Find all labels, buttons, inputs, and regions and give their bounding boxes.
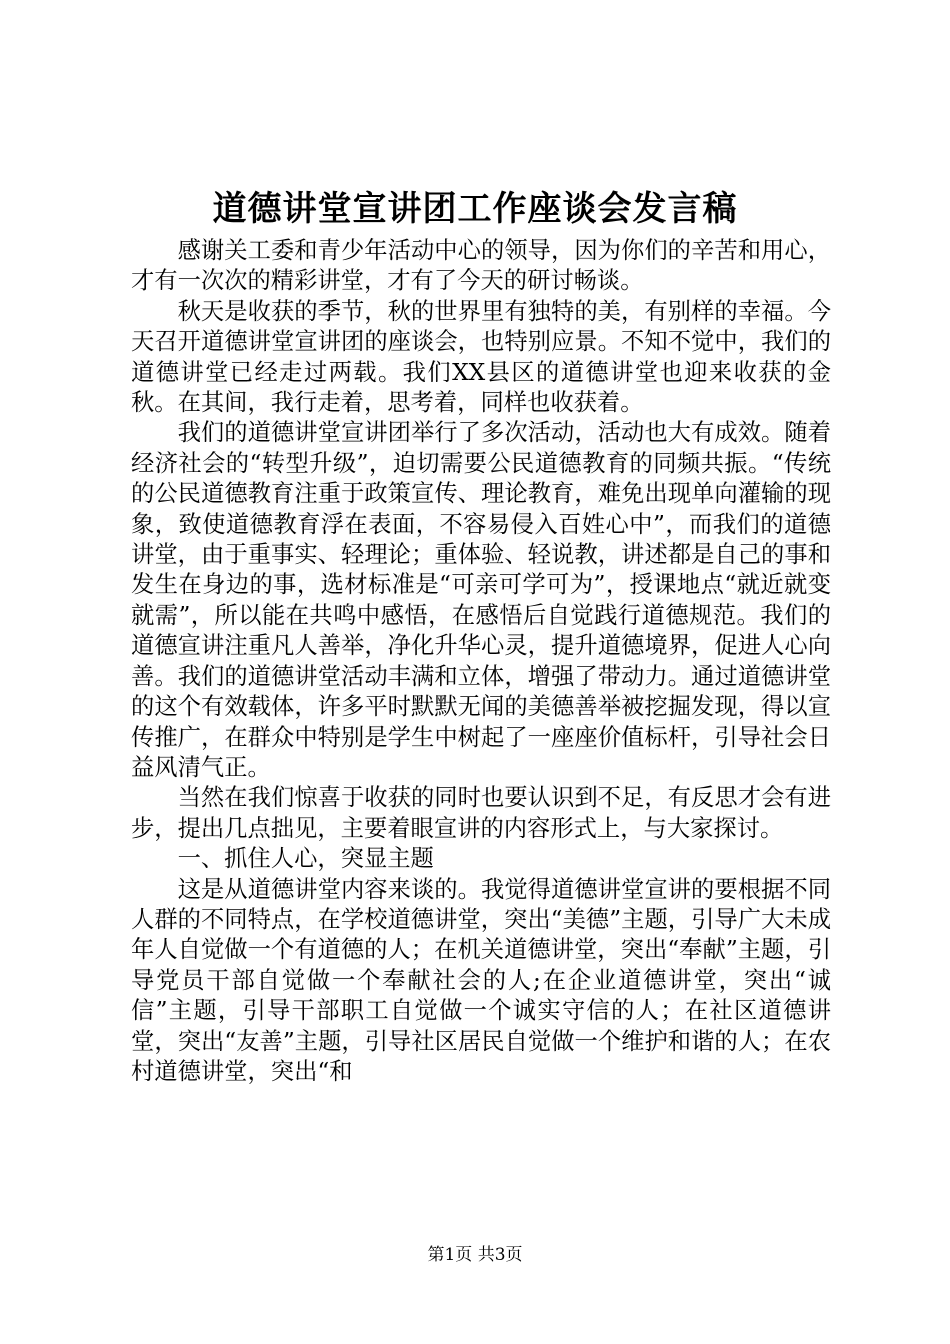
paragraph-5: 这是从道德讲堂内容来谈的。我觉得道德讲堂宣讲的要根据不同人群的不同特点，在学校道德讲堂，突出“美德”主题，引导广大未成年人自觉做一个有道德的人；在机关道德讲堂，突出“奉献”主题，引导党员干部自觉做一个奉献社会的人;在企业道德讲堂，突出“诚信”主题，引导干部职工自觉做一个诚实守信的人；在社区道德讲堂，突出“友善”主题，引导社区居民自觉做一个维护和谐的人；在农村道德讲堂，突出“和 <box>131 875 831 1085</box>
document-body <box>131 236 831 1087</box>
paragraph-3: 我们的道德讲堂宣讲团举行了多次活动，活动也大有成效。随着经济社会的“转型升级”，迫切需要公民道德教育的同频共振。“传统的公民道德教育注重于政策宣传、理论教育，难免出现单向灌输的现象，致使道德教育浮在表面，不容易侵入百姓心中”，而我们的道德讲堂，由于重事实、轻理论；重体验、轻说教，讲述都是自己的事和发生在身边的事，选材标准是“可亲可学可为”，授课地点“就近就变就需”，所以能在共鸣中感悟，在感悟后自觉践行道德规范。我们的道德宣讲注重凡人善举，净化升华心灵，提升道德境界，促进人心向善。我们的道德讲堂活动丰满和立体，增强了带动力。通过道德讲堂的这个有效载体，许多平时默默无闻的美德善举被挖掘发现，得以宣传推广，在群众中特别是学生中树起了一座座价值标杆，引导社会日益风清气正。 <box>131 419 831 781</box>
document-title: 道德讲堂宣讲团工作座谈会发言稿 <box>212 189 738 229</box>
paragraph-2: 秋天是收获的季节，秋的世界里有独特的美，有别样的幸福。今天召开道德讲堂宣讲团的座谈会，也特别应景。不知不觉中，我们的道德讲堂已经走过两载。我们XX县区的道德讲堂也迎来收获的金秋。在其间，我行走着，思考着，同样也收获着。 <box>131 297 831 417</box>
paragraph-1: 感谢关工委和青少年活动中心的领导，因为你们的辛苦和用心，才有一次次的精彩讲堂，才有了今天的研讨畅谈。 <box>131 237 831 295</box>
section-heading-1: 一、抓住人心，突显主题 <box>177 845 434 873</box>
paragraph-4: 当然在我们惊喜于收获的同时也要认识到不足，有反思才会有进步，提出几点拙见，主要着眼宣讲的内容形式上，与大家探讨。 <box>131 784 831 842</box>
page-footer: 第1页 共3页 <box>427 1245 523 1265</box>
